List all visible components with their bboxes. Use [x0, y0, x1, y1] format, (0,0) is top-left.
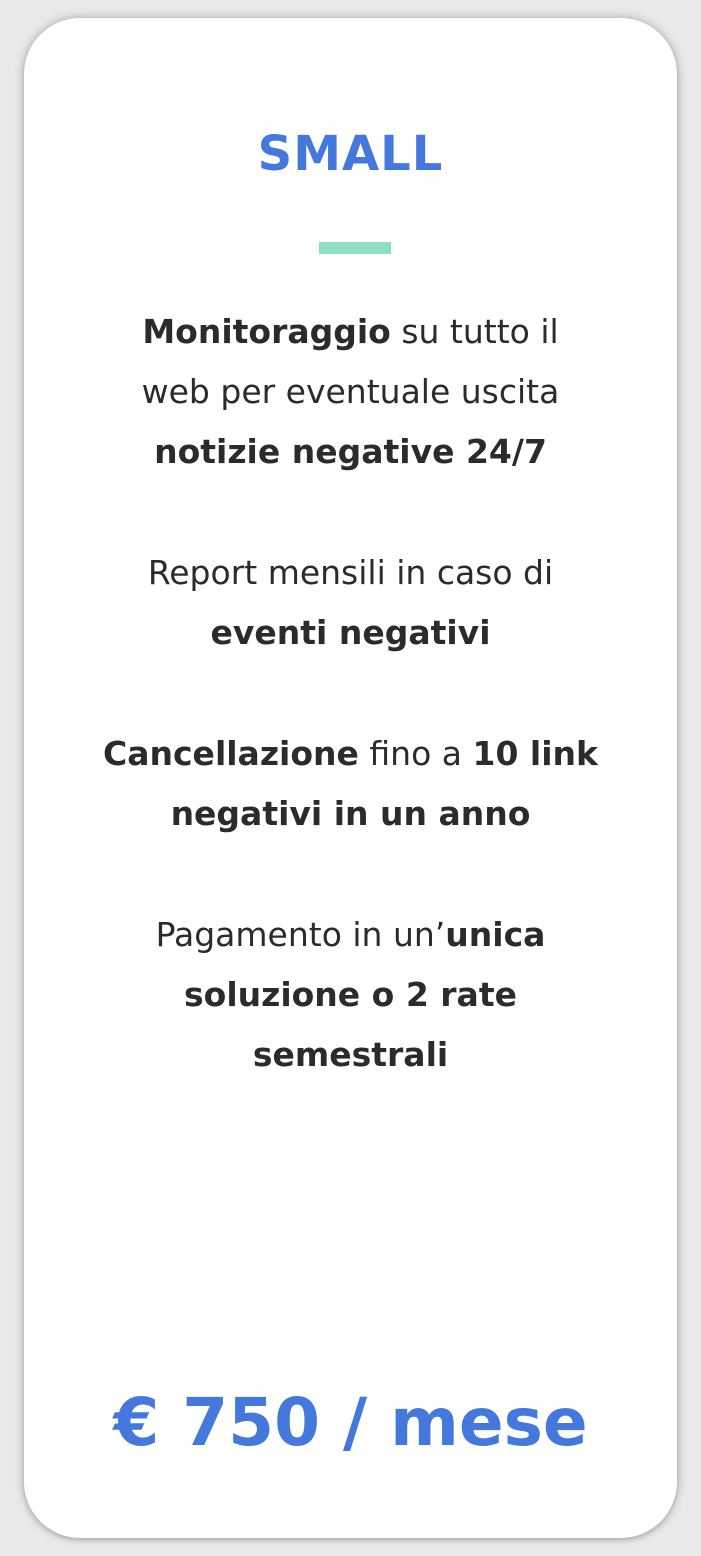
- feature-monitoring: [64, 302, 637, 482]
- feature-text: Pagamento in un’: [155, 915, 446, 954]
- feature-text-bold: 10 link: [472, 734, 598, 773]
- feature-line: [64, 362, 637, 422]
- feature-line: [64, 784, 637, 844]
- feature-line: [64, 1025, 637, 1085]
- feature-report: [64, 543, 637, 663]
- feature-list: [64, 302, 637, 1146]
- pricing-card: [24, 18, 677, 1538]
- plan-price: € 750 / mese: [113, 1384, 588, 1461]
- feature-text-bold: eventi negativi: [210, 613, 491, 652]
- feature-text: Report mensili in caso di: [147, 553, 554, 592]
- plan-title: SMALL: [257, 126, 444, 182]
- feature-cancellation: [64, 724, 637, 844]
- feature-text-bold: negativi in un anno: [170, 794, 531, 833]
- feature-text-bold: unica: [445, 915, 546, 954]
- feature-line: [64, 965, 637, 1025]
- title-divider: [319, 242, 391, 254]
- feature-line: [64, 603, 637, 663]
- feature-line: [64, 543, 637, 603]
- feature-line: [64, 724, 637, 784]
- feature-line: [64, 905, 637, 965]
- feature-text-bold: Cancellazione: [103, 734, 359, 773]
- feature-line: [64, 302, 637, 362]
- feature-payment: [64, 905, 637, 1085]
- feature-text-bold: semestrali: [252, 1035, 449, 1074]
- feature-text-bold: soluzione o 2 rate: [184, 975, 517, 1014]
- feature-text: fino a: [358, 734, 473, 773]
- feature-text-bold: notizie negative 24/7: [154, 432, 547, 471]
- feature-text: su tutto il: [390, 312, 559, 351]
- feature-text-bold: Monitoraggio: [142, 312, 391, 351]
- feature-line: [64, 422, 637, 482]
- feature-text: web per eventuale uscita: [141, 372, 560, 411]
